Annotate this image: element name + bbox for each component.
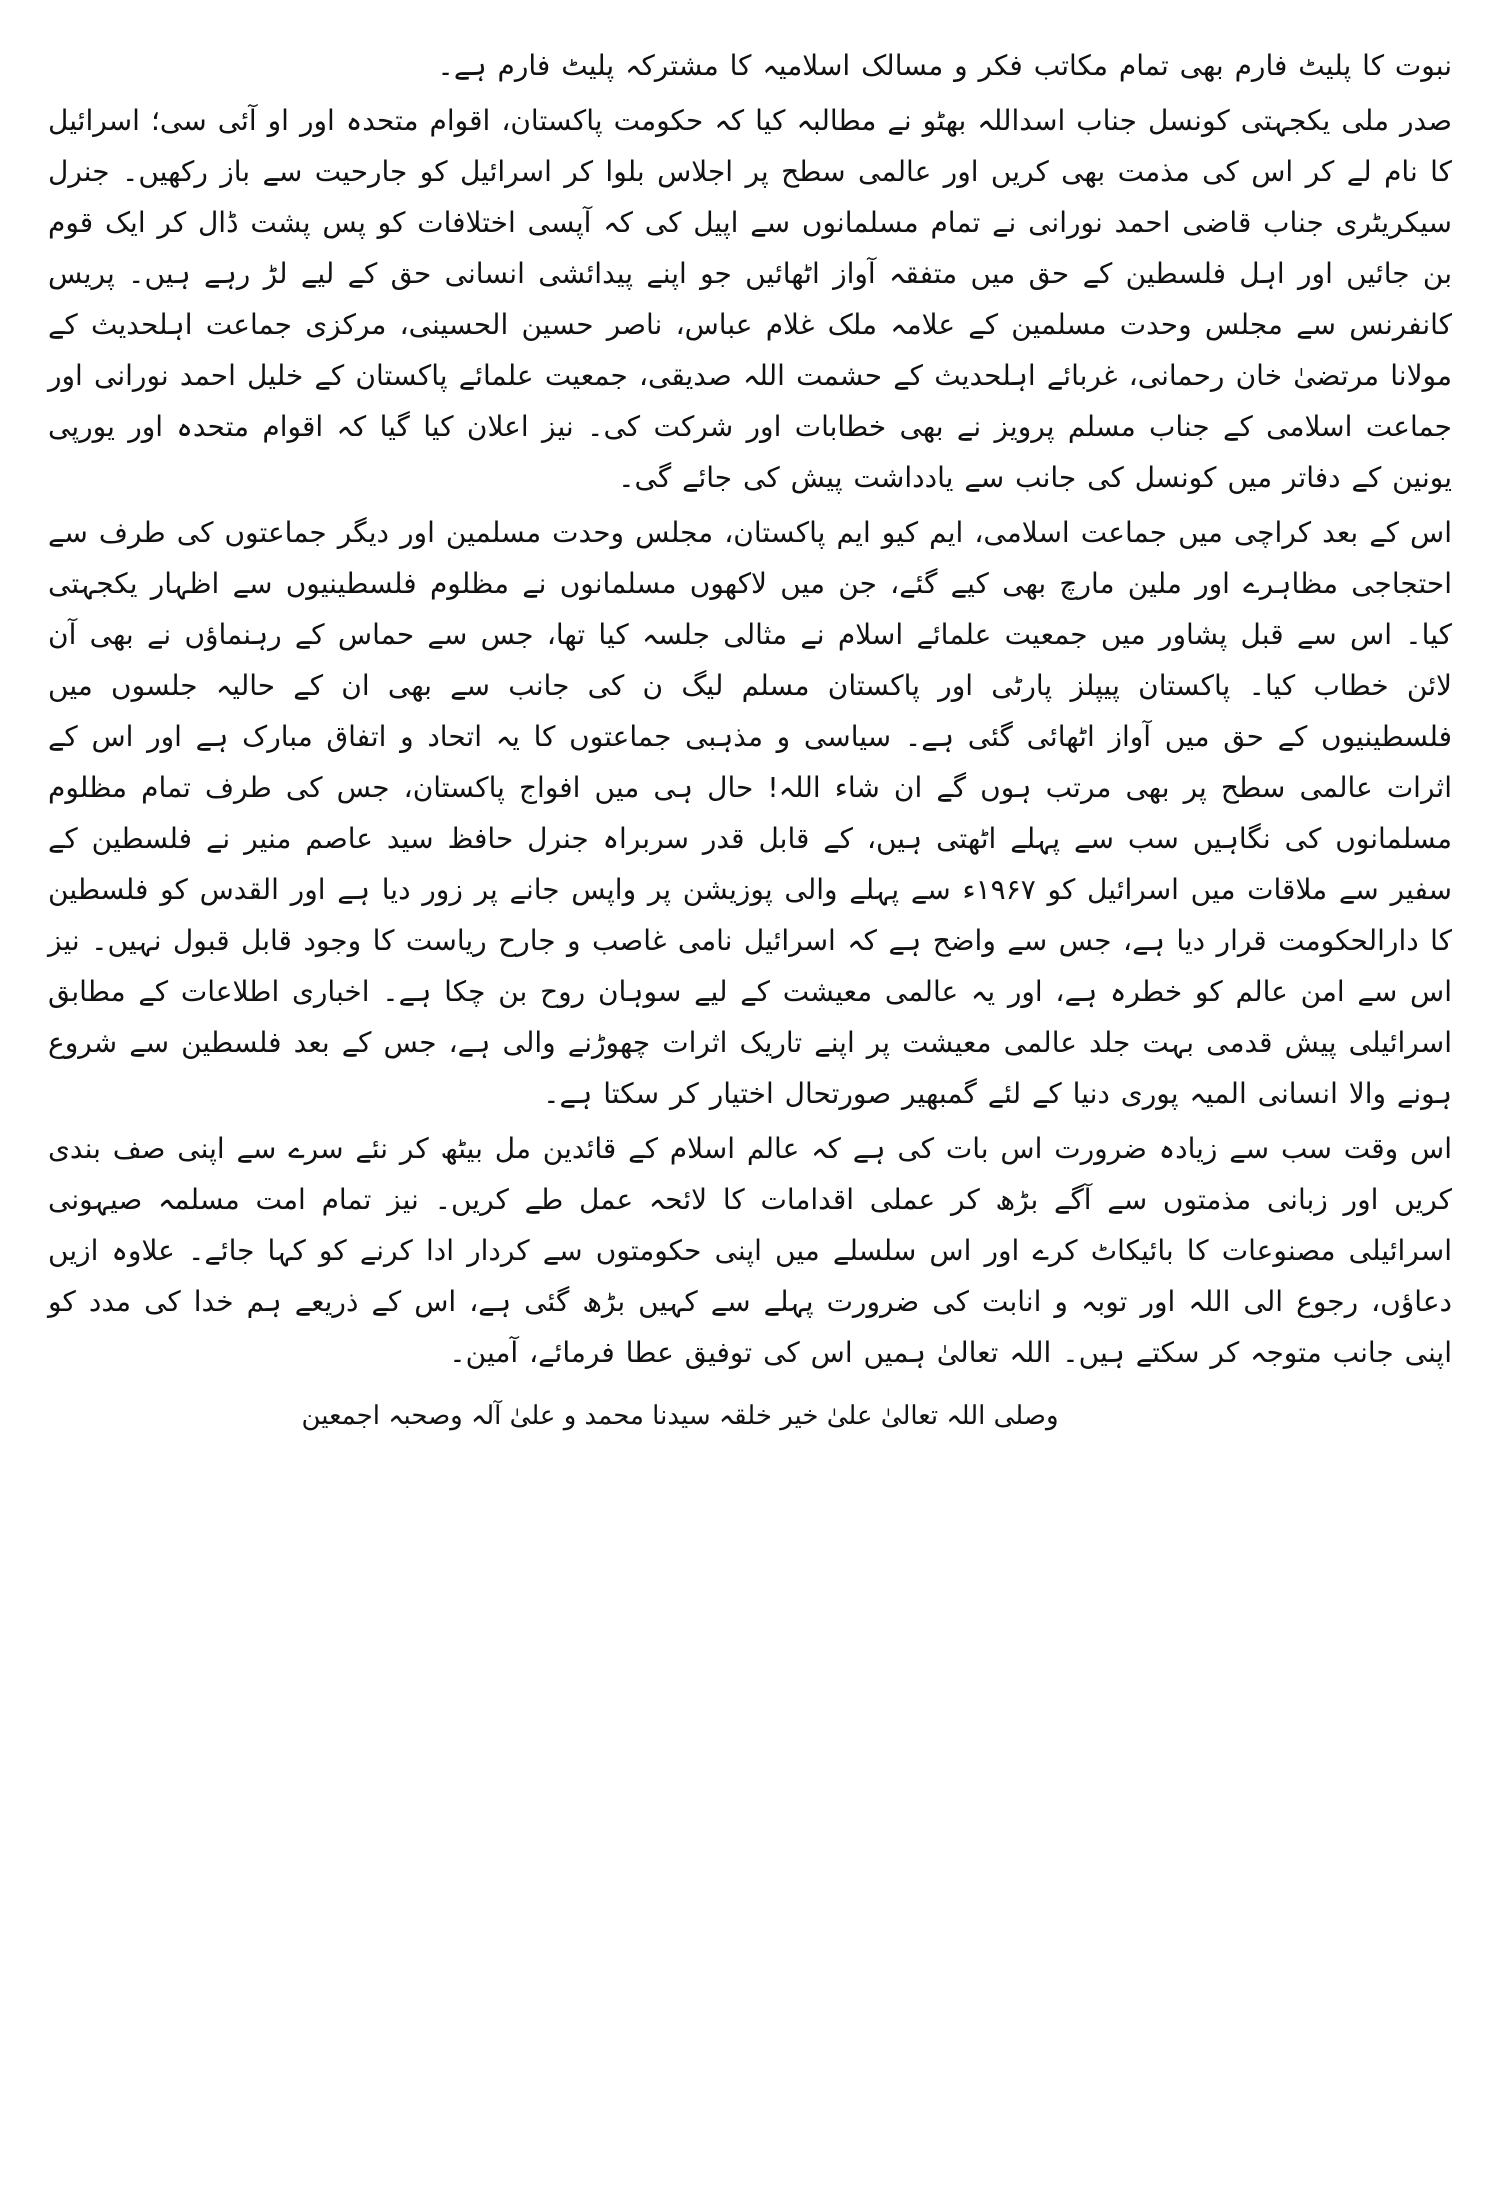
paragraph-call-to-action: اس وقت سب سے زیادہ ضرورت اس بات کی ہے کہ عالم اسلام کے قائدین مل بیٹھ کر نئے سرے سے اپنی صف بندی کریں اور زبانی مذمتوں سے آگے بڑھ کر عملی اقدامات کا لائحہ عمل طے کریں۔ نیز تمام امت مسلمہ صیہونی اسرائیلی مصنوعات کا بائیکاٹ کرے اور اس سلسلے میں اپنی حکومتوں سے کردار ادا کرنے کو کہا جائے۔ علاوہ ازیں دعاؤں، رجوع الی اللہ اور توبہ و انابت کی ضرورت پہلے سے کہیں بڑھ گئی ہے، اس کے ذریعے ہم خدا کی مدد کو اپنی جانب متوجہ کر سکتے ہیں۔ اللہ تعالیٰ ہمیں اس کی توفیق عطا فرمائے، آمین۔ — [48, 1132, 1452, 1369]
closing-salutation: وصلی اللہ تعالیٰ علیٰ خیر خلقہ سیدنا محمد و علیٰ آلہ وصحبہ اجمعین — [301, 1401, 1059, 1431]
paragraph-council-demands: صدر ملی یکجہتی کونسل جناب اسداللہ بھٹو نے مطالبہ کیا کہ حکومت پاکستان، اقوام متحدہ اور او آئی سی؛ اسرائیل کا نام لے کر اس کی مذمت بھی کریں اور عالمی سطح پر اجلاس بلوا کر اسرائیل کو جارحیت سے باز رکھیں۔ جنرل سیکریٹری جناب قاضی احمد نورانی نے تمام مسلمانوں سے اپیل کی کہ آپسی اختلافات کو پس پشت ڈال کر ایک قوم بن جائیں اور اہل فلسطین کے حق میں متفقہ آواز اٹھائیں جو اپنے پیدائشی انسانی حق کے لیے لڑ رہے ہیں۔ پریس کانفرنس سے مجلس وحدت مسلمین کے علامہ ملک غلام عباس، ناصر حسین الحسینی، مرکزی جماعت اہلحدیث کے مولانا مرتضیٰ خان رحمانی، غربائے اہلحدیث کے حشمت اللہ صدیقی، جمعیت علمائے پاکستان کے خلیل احمد نورانی اور جماعت اسلامی کے جناب مسلم پرویز نے بھی خطابات اور شرکت کی۔ نیز اعلان کیا گیا کہ اقوام متحدہ اور یورپی یونین کے دفاتر میں کونسل کی جانب سے یادداشت پیش کی جائے گی۔ — [48, 104, 1452, 494]
paragraph-intro: نبوت کا پلیٹ فارم بھی تمام مکاتب فکر و مسالک اسلامیہ کا مشترکہ پلیٹ فارم ہے۔ — [437, 49, 1452, 82]
paragraph-protests: اس کے بعد کراچی میں جماعت اسلامی، ایم کیو ایم پاکستان، مجلس وحدت مسلمین اور دیگر جماعتوں کی طرف سے احتجاجی مظاہرے اور ملین مارچ بھی کیے گئے، جن میں لاکھوں مسلمانوں نے مظلوم فلسطینیوں سے اظہار یکجہتی کیا۔ اس سے قبل پشاور میں جمعیت علمائے اسلام نے مثالی جلسہ کیا تھا، جس سے حماس کے رہنماؤں نے بھی آن لائن خطاب کیا۔ پاکستان پیپلز پارٹی اور پاکستان مسلم لیگ ن کی جانب سے بھی ان کے حالیہ جلسوں میں فلسطینیوں کے حق میں آواز اٹھائی گئی ہے۔ سیاسی و مذہبی جماعتوں کا یہ اتحاد و اتفاق مبارک ہے اور اس کے اثرات عالمی سطح پر بھی مرتب ہوں گے ان شاء اللہ! حال ہی میں افواج پاکستان، جس کی طرف تمام مظلوم مسلمانوں کی نگاہیں سب سے پہلے اٹھتی ہیں، کے قابل قدر سربراہ جنرل حافظ سید عاصم منیر نے فلسطین کے سفیر سے ملاقات میں اسرائیل کو ۱۹۶۷ء سے پہلے والی پوزیشن پر واپس جانے پر زور دیا ہے اور القدس کو فلسطین کا دارالحکومت قرار دیا ہے، جس سے واضح ہے کہ اسرائیل نامی غاصب و جارح ریاست کا وجود قابل قبول نہیں۔ نیز اس سے امن عالم کو خطرہ ہے، اور یہ عالمی معیشت کے لیے سوہان روح بن چکا ہے۔ اخباری اطلاعات کے مطابق اسرائیلی پیش قدمی بہت جلد عالمی معیشت پر اپنے تاریک اثرات چھوڑنے والی ہے، جس کے بعد فلسطین سے شروع ہونے والا انسانی المیہ پوری دنیا کے لئے گمبھیر صورتحال اختیار کر سکتا ہے۔ — [48, 516, 1452, 1110]
